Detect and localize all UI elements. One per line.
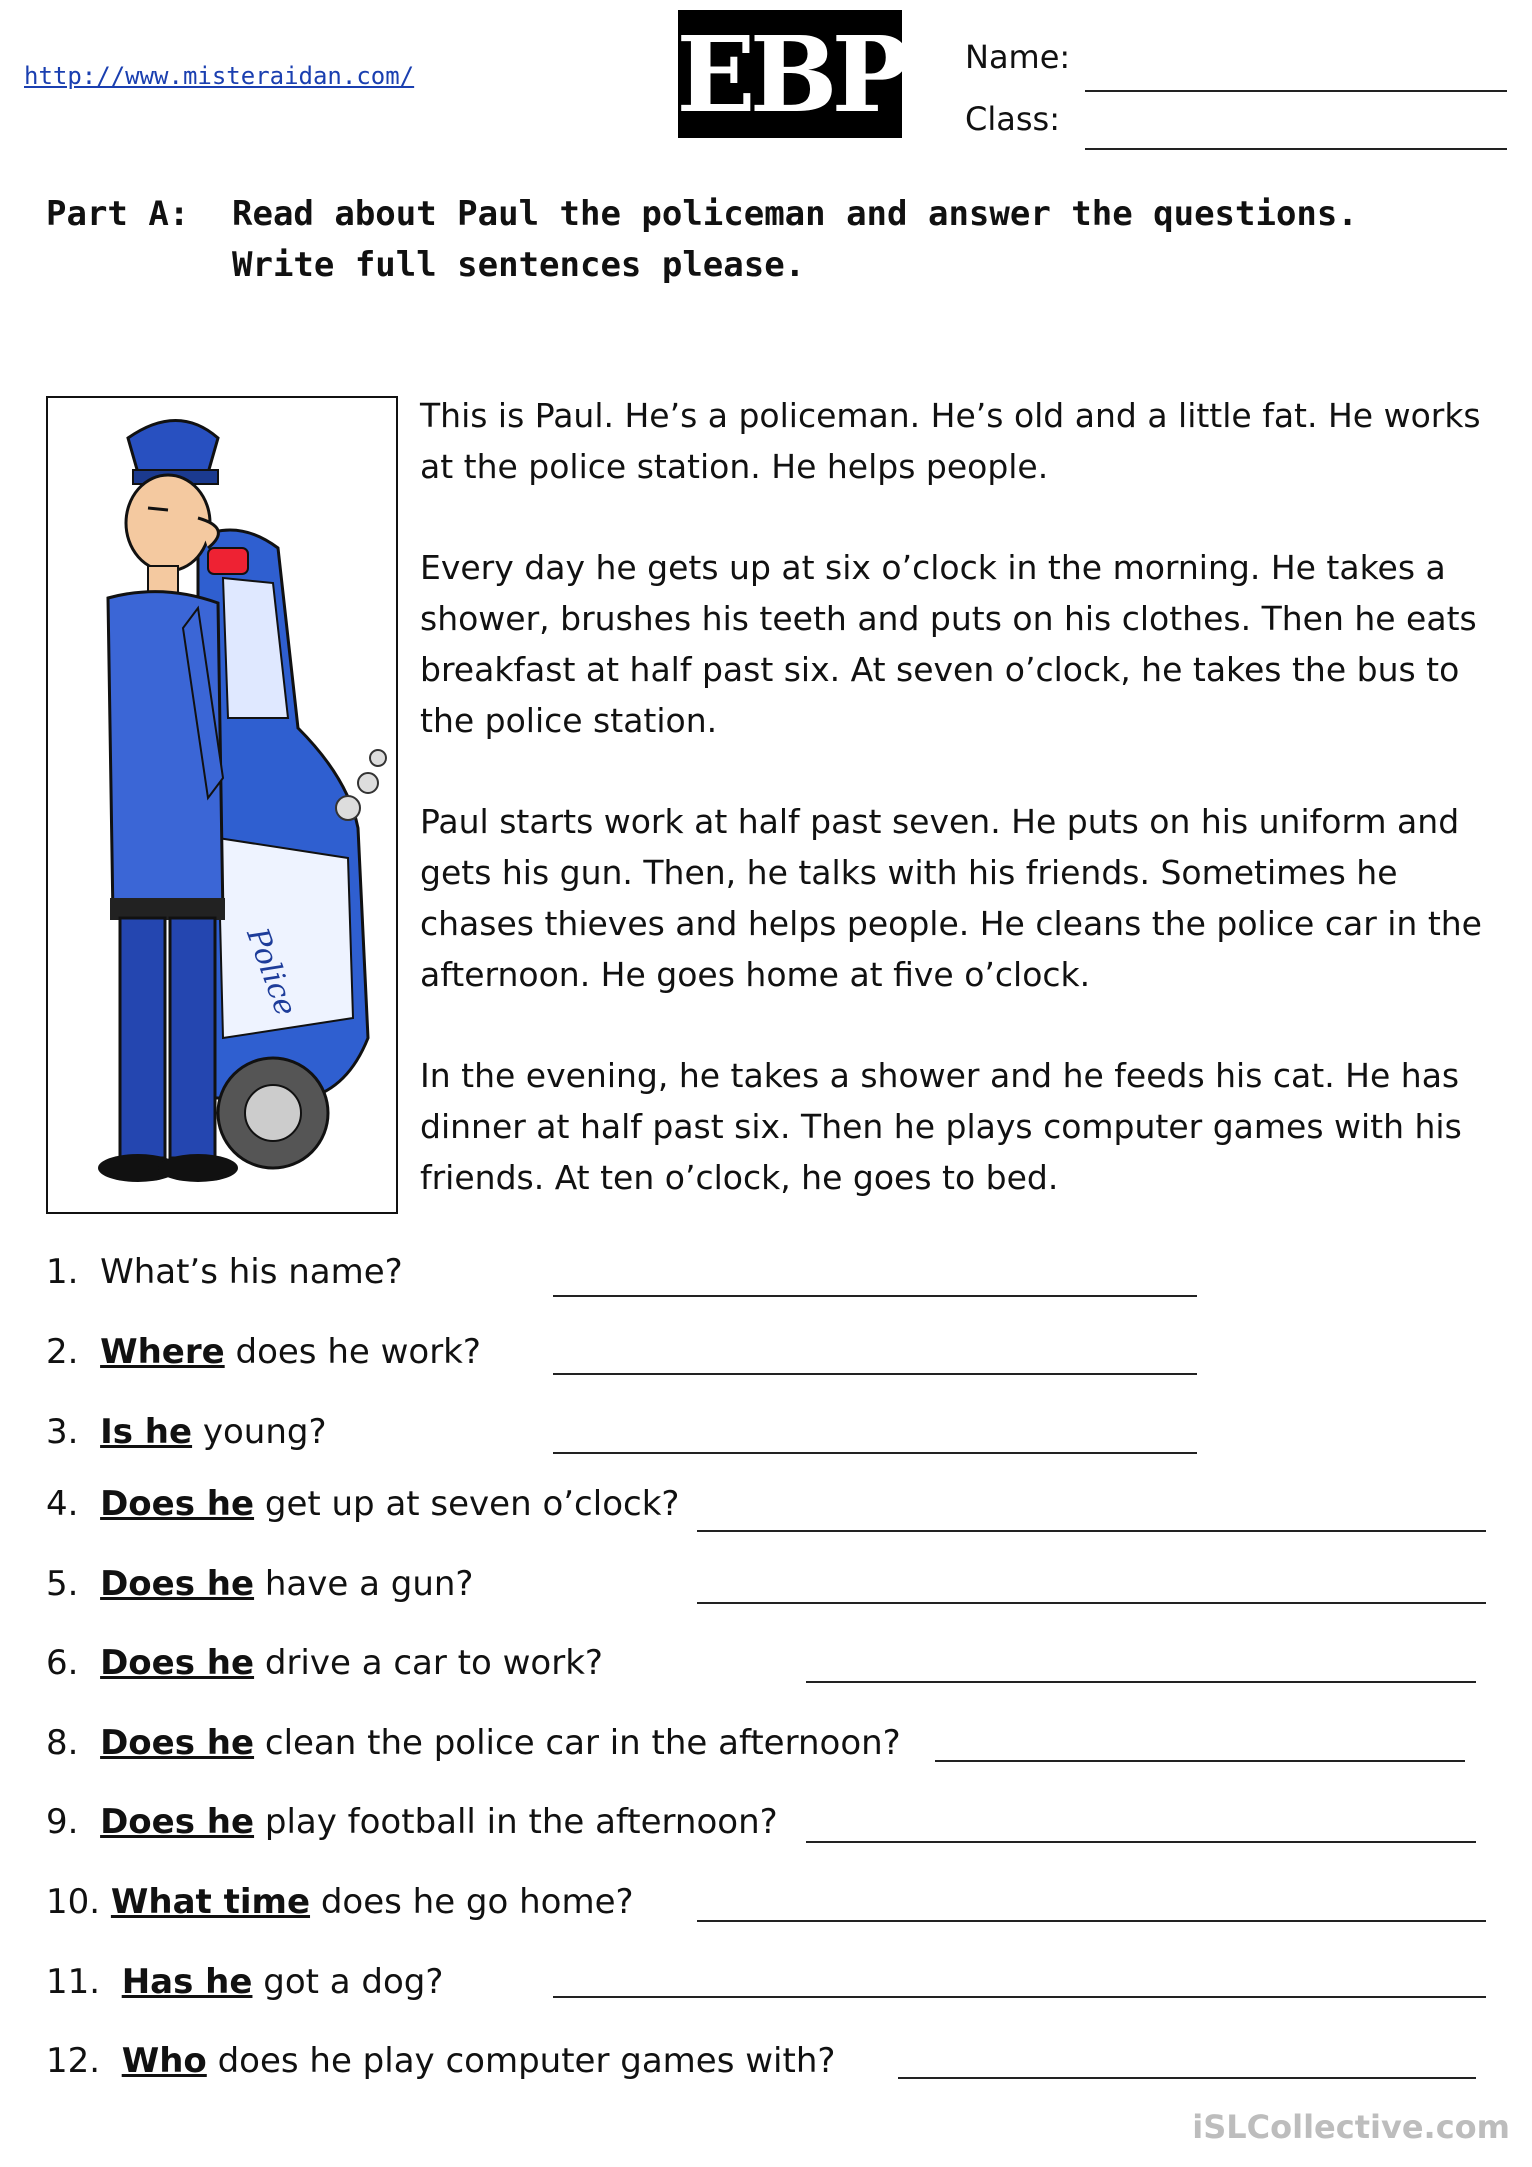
question-keyword: Does he [100,1723,255,1763]
question-number: 1. [46,1252,79,1292]
question-5 [46,1564,473,1604]
name-input-line[interactable] [1085,90,1507,92]
question-keyword: Does he [100,1484,255,1524]
answer-line-6[interactable] [806,1681,1476,1683]
class-label: Class: [965,100,1060,138]
question-number: 8. [46,1723,79,1763]
answer-line-5[interactable] [697,1602,1486,1604]
answer-line-3[interactable] [553,1452,1197,1454]
policeman-picture [46,396,398,1214]
story-paragraph: Every day he gets up at six o’clock in the morning. He takes a shower, brushes his teeth and puts on his clothes. Then he eats breakfast at half past six. At seven o’clock, he takes the bus to the police station. [420,548,1477,740]
answer-line-1[interactable] [553,1295,1197,1297]
question-number: 6. [46,1643,79,1683]
question-9 [46,1802,778,1842]
question-text: young? [192,1412,327,1452]
watermark: iSLCollective.com [1192,2108,1510,2146]
question-number: 5. [46,1564,79,1604]
question-4 [46,1484,679,1524]
question-keyword: Does he [100,1802,255,1842]
question-text: What’s his name? [100,1252,403,1292]
part-label: Part A: [46,194,190,234]
question-keyword: What time [110,1882,311,1922]
story-paragraph: Paul starts work at half past seven. He puts on his uniform and gets his gun. Then, he talks with his friends. Sometimes he chases thieves and helps people. He cleans the police car in the afternoon. He goes home at five o’clock. [420,802,1482,994]
question-number: 12. [46,2041,101,2081]
instruction-line-1: Read about Paul the policeman and answer the questions. [232,194,1358,234]
policeman-illustration [48,398,396,1212]
ebp-logo: EBP [678,10,902,138]
question-keyword: Is he [100,1412,193,1452]
question-6 [46,1643,603,1683]
question-keyword: Does he [100,1643,255,1683]
question-number: 11. [46,1962,101,2002]
question-3 [46,1412,327,1452]
question-12 [46,2041,835,2081]
question-keyword: Where [100,1332,225,1372]
question-text: clean the police car in the afternoon? [254,1723,901,1763]
question-keyword: Has he [121,1962,253,2002]
question-number: 3. [46,1412,79,1452]
answer-line-2[interactable] [553,1373,1197,1375]
website-link[interactable]: http://www.misteraidan.com/ [24,62,415,90]
answer-line-10[interactable] [697,1920,1486,1922]
story-text [420,390,1500,1253]
instruction-line-2: Write full sentences please. [232,245,806,285]
class-input-line[interactable] [1085,148,1507,150]
question-text: does he go home? [310,1882,634,1922]
question-keyword: Who [121,2041,207,2081]
answer-line-9[interactable] [806,1841,1476,1843]
answer-line-11[interactable] [553,1996,1486,1998]
question-text: does he play computer games with? [206,2041,836,2081]
question-number: 4. [46,1484,79,1524]
question-keyword: Does he [100,1564,255,1604]
question-number: 9. [46,1802,79,1842]
name-label: Name: [965,38,1071,76]
story-paragraph: In the evening, he takes a shower and he feeds his cat. He has dinner at half past six. Then he plays computer games with his friends. At ten o’clock, he goes to bed. [420,1056,1462,1197]
question-text: get up at seven o’clock? [254,1484,680,1524]
question-text: does he work? [224,1332,481,1372]
question-text: drive a car to work? [254,1643,603,1683]
question-2 [46,1332,481,1372]
answer-line-8[interactable] [935,1760,1465,1762]
answer-line-4[interactable] [697,1530,1486,1532]
story-paragraph: This is Paul. He’s a policeman. He’s old and a little fat. He works at the police station. He helps people. [420,396,1481,486]
question-number: 2. [46,1332,79,1372]
question-11 [46,1962,443,2002]
answer-line-12[interactable] [898,2077,1476,2079]
question-8 [46,1723,901,1763]
question-text: got a dog? [252,1962,444,2002]
question-number: 10. [46,1882,101,1922]
question-1 [46,1252,403,1292]
question-10 [46,1882,634,1922]
car-police-text: Police [239,923,304,1021]
question-text: have a gun? [254,1564,474,1604]
question-text: play football in the afternoon? [254,1802,778,1842]
